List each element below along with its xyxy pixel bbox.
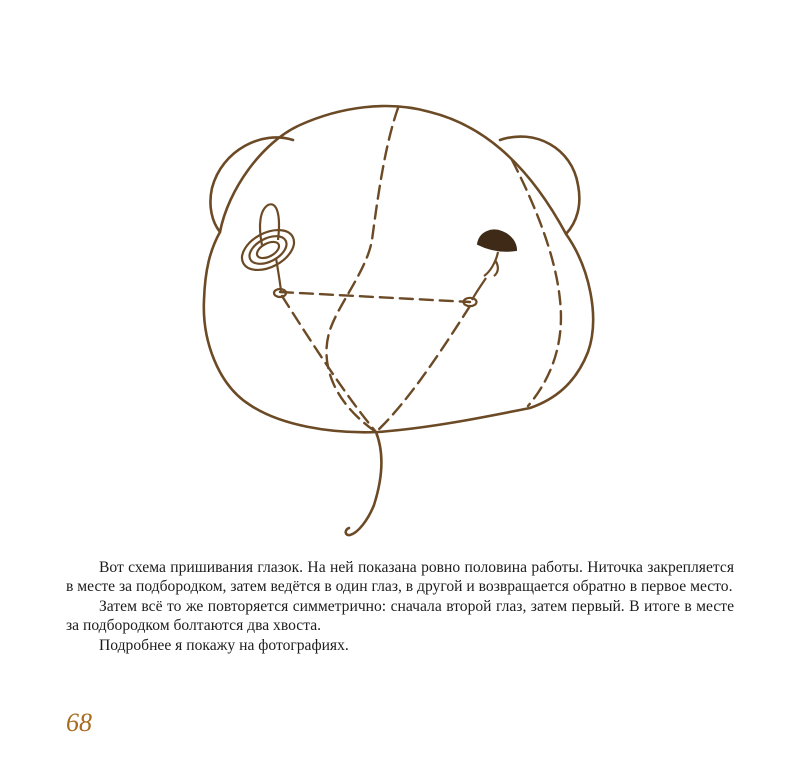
bear-head-eye-sewing-diagram [180, 95, 620, 545]
paragraph-1: Вот схема пришивания глазок. На ней показана ровно половина работы. Ниточка закрепляется в месте за подбородком, затем ведётся в один глаз, в другой и возвращается обратно в первое место. [66, 559, 734, 596]
paragraph-3: Подробнее я покажу на фотографиях. [99, 636, 349, 654]
center-seam [326, 108, 398, 432]
body-text [66, 558, 734, 655]
bear-head-eye-sewing-diagram-icon [180, 95, 620, 545]
paragraph-2: Затем всё то же повторяется симметрично: сначала второй глаз, затем первый. В итоге в месте за подбородком болтаются два хвоста. [66, 597, 734, 635]
page-number: 68 [66, 708, 92, 737]
left-button-eye [235, 204, 300, 297]
right-seam [512, 160, 561, 406]
thread-between-eyes [280, 292, 470, 302]
thread-right-to-chin [376, 306, 470, 432]
thread-tail [346, 432, 382, 535]
thread-left-to-chin [282, 296, 376, 432]
right-bead-eye [464, 231, 517, 307]
